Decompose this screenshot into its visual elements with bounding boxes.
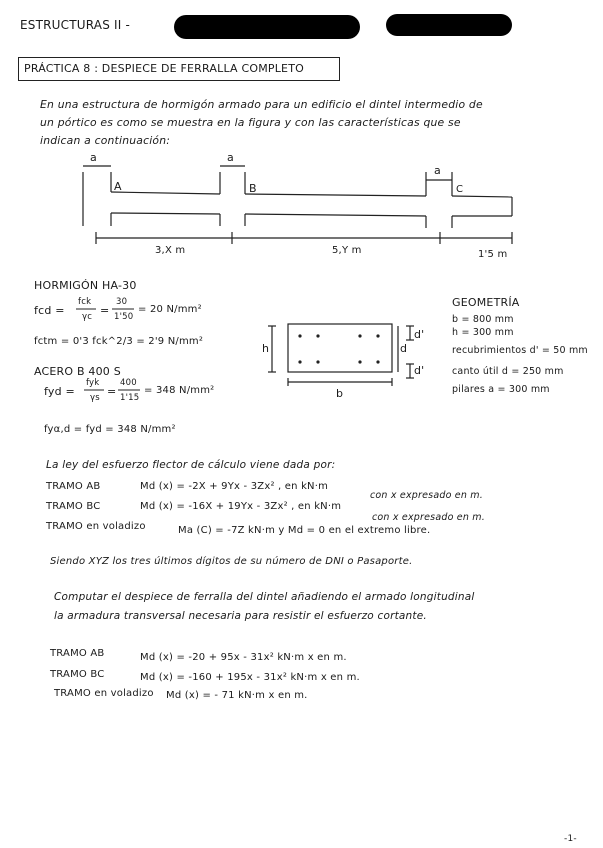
course-name: ESTRUCTURAS II - — [20, 18, 131, 32]
geometry-pillars: pilares a = 300 mm — [452, 384, 550, 395]
page-number: -1- — [564, 834, 577, 844]
support-label-b: B — [249, 182, 257, 195]
fcd-result: = 20 N/mm² — [138, 304, 202, 315]
cantilever-length: 1'5 m — [478, 249, 508, 260]
geometry-d: canto útil d = 250 mm — [452, 366, 564, 377]
fyad-formula: fyα,d = fyd = 348 N/mm² — [44, 424, 176, 435]
rebar-dot — [358, 360, 361, 363]
span-ab-length: 3,X m — [155, 245, 186, 256]
section-label-dprime-bottom: d' — [414, 364, 425, 377]
intro-line-1: En una estructura de hormigón armado para un edificio el dintel intermedio de — [40, 98, 483, 111]
task-line-1: Computar el despiece de ferralla del dintel añadiendo el armado longitudinal — [54, 591, 475, 603]
dim-a-1: a — [90, 151, 97, 164]
section-label-d: d — [400, 342, 408, 355]
fyd-num-value: 400 — [120, 378, 137, 388]
fctm-formula: fctm = 0'3 fck^2/3 = 2'9 N/mm² — [34, 336, 204, 347]
fyd-den-symbolic: γs — [90, 393, 100, 403]
fcd-equals: = — [100, 304, 110, 317]
dim-a-2: a — [227, 151, 234, 164]
concrete-heading: HORMIGÓN HA-30 — [34, 279, 137, 292]
fyd-result: = 348 N/mm² — [144, 385, 215, 396]
fyd-lhs: fyd = — [44, 385, 75, 398]
page-title: PRÁCTICA 8 : DESPIECE DE FERRALLA COMPLETO — [24, 62, 304, 75]
specific-tramo-ab-expr: Md (x) = -20 + 95x - 31x² kN·m x en m. — [140, 652, 347, 663]
rebar-dot — [316, 360, 319, 363]
generic-tramo-bc-expr: Md (x) = -16X + 19Yx - 3Zx² , en kN·m — [140, 501, 342, 512]
task-line-2: la armadura transversal necesaria para resistir el esfuerzo cortante. — [54, 610, 427, 622]
generic-cantilever-label: TRAMO en voladizo — [46, 521, 146, 532]
xyz-note: Siendo XYZ los tres últimos dígitos de su número de DNI o Pasaporte. — [50, 556, 413, 567]
support-label-c: C — [456, 184, 464, 195]
rebar-dot — [376, 360, 379, 363]
generic-tramo-bc-note: con x expresado en m. — [372, 512, 485, 523]
intro-line-2: un pórtico es como se muestra en la figura y con las características que se — [40, 116, 461, 129]
geometry-b: b = 800 mm — [452, 314, 514, 325]
steel-heading: ACERO B 400 S — [34, 365, 121, 378]
specific-tramo-bc-label: TRAMO BC — [50, 669, 105, 680]
support-label-a: A — [114, 180, 122, 193]
generic-tramo-ab-expr: Md (x) = -2X + 9Yx - 3Zx² , en kN·m — [140, 481, 329, 492]
span-bc-length: 5,Y m — [332, 245, 362, 256]
rebar-dot — [358, 334, 361, 337]
fyd-den-value: 1'15 — [120, 393, 140, 403]
fcd-den-value: 1'50 — [114, 312, 134, 322]
specific-tramo-bc-expr: Md (x) = -160 + 195x - 31x² kN·m x en m. — [140, 672, 360, 683]
specific-cantilever-expr: Md (x) = - 71 kN·m x en m. — [166, 690, 308, 701]
generic-tramo-ab-note: con x expresado en m. — [370, 490, 483, 501]
section-label-dprime-top: d' — [414, 328, 425, 341]
geometry-heading: GEOMETRÍA — [452, 296, 520, 309]
specific-cantilever-label: TRAMO en voladizo — [54, 688, 154, 699]
fcd-den-symbolic: γc — [82, 312, 93, 322]
generic-tramo-ab-label: TRAMO AB — [46, 481, 101, 492]
section-label-b: b — [336, 387, 344, 400]
dim-a-3: a — [434, 164, 441, 177]
geometry-h: h = 300 mm — [452, 327, 514, 338]
fcd-num-value: 30 — [116, 297, 128, 307]
fyd-num-symbolic: fyk — [86, 378, 100, 388]
fcd-lhs: fcd = — [34, 304, 65, 317]
section-label-h: h — [262, 342, 270, 355]
generic-tramo-bc-label: TRAMO BC — [46, 501, 101, 512]
generic-cantilever-expr: Ma (C) = -7Z kN·m y Md = 0 en el extremo libre. — [178, 525, 431, 536]
rebar-dot — [316, 334, 319, 337]
geometry-cover: recubrimientos d' = 50 mm — [452, 345, 588, 356]
fyd-equals: = — [107, 385, 117, 398]
specific-tramo-ab-label: TRAMO AB — [50, 648, 105, 659]
rebar-dot — [376, 334, 379, 337]
rebar-dot — [298, 360, 301, 363]
fcd-num-symbolic: fck — [78, 297, 92, 307]
moments-intro: La ley del esfuerzo flector de cálculo viene dada por: — [46, 459, 336, 471]
rebar-dot — [298, 334, 301, 337]
intro-line-3: indican a continuación: — [40, 134, 171, 147]
